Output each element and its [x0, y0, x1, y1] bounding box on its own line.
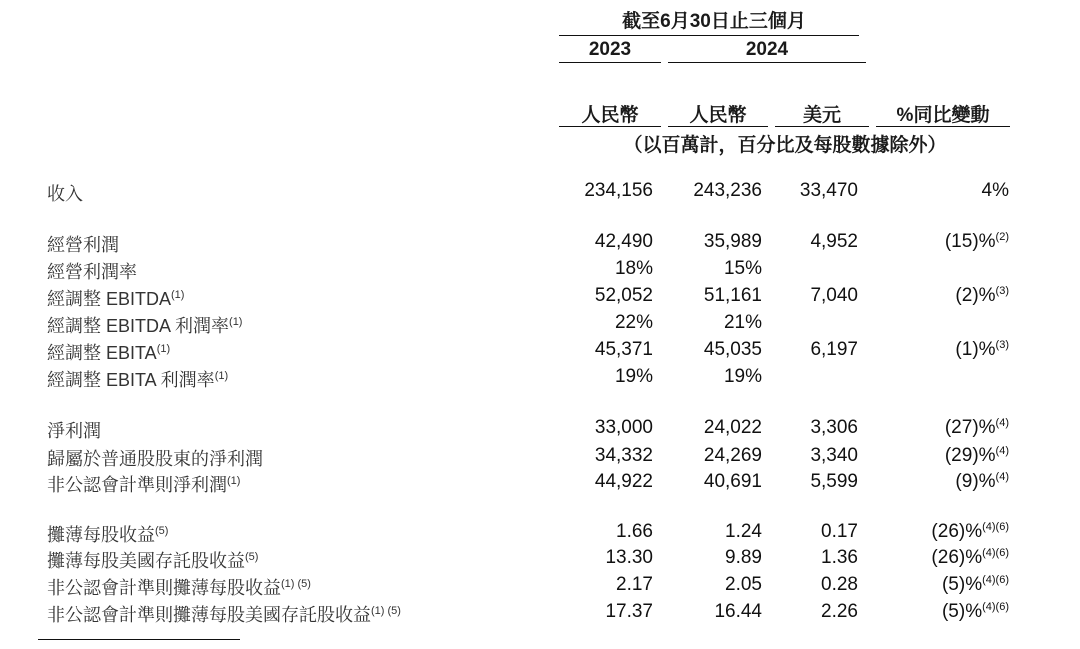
row-label: 經調整 EBITDA 利潤率$^{(1)}$ — [47, 316, 243, 336]
cell-usd: 0.28 — [821, 574, 858, 595]
cell-yoy: (29)%$^{(4)}$ — [944, 445, 1009, 466]
cell-rmb-2023: 13.30 — [605, 547, 653, 568]
col-yoy-rule — [876, 126, 1010, 127]
cell-rmb-2023: 45,371 — [594, 339, 653, 360]
col-usd-rule — [775, 126, 869, 127]
year-2023-header: 2023 — [588, 39, 632, 60]
cell-rmb-2023: 44,922 — [594, 471, 653, 492]
cell-rmb-2023: 19% — [614, 366, 653, 387]
cell-yoy: (2)%$^{(3)}$ — [955, 285, 1009, 306]
cell-rmb-2023: 1.66 — [616, 521, 653, 542]
col-rmb-2024-rule — [668, 126, 768, 127]
cell-usd: 2.26 — [821, 601, 858, 622]
cell-rmb-2024: 45,035 — [703, 339, 762, 360]
row-label: 攤薄每股收益$^{(5)}$ — [47, 525, 169, 545]
cell-rmb-2023: 52,052 — [594, 285, 653, 306]
cell-rmb-2024: 1.24 — [725, 521, 762, 542]
cell-rmb-2024: 24,022 — [703, 417, 762, 438]
cell-rmb-2023: 17.37 — [605, 601, 653, 622]
cell-rmb-2023: 42,490 — [594, 231, 653, 252]
row-label: 歸屬於普通股股東的淨利潤 — [47, 449, 263, 469]
cell-yoy: (5)%$^{(4)(6)}$ — [941, 574, 1009, 595]
cell-rmb-2024: 243,236 — [693, 180, 762, 201]
cell-usd: 4,952 — [810, 231, 858, 252]
cell-usd: 3,306 — [810, 417, 858, 438]
year-2024-rule — [668, 62, 866, 63]
cell-rmb-2024: 16.44 — [714, 601, 762, 622]
cell-yoy: (26)%$^{(4)(6)}$ — [931, 547, 1009, 568]
units-note: （以百萬計，百分比及每股數據除外） — [623, 135, 947, 156]
cell-yoy: (15)%$^{(2)}$ — [944, 231, 1009, 252]
row-label: 經營利潤 — [47, 235, 119, 255]
cell-rmb-2024: 51,161 — [703, 285, 762, 306]
cell-rmb-2024: 19% — [723, 366, 762, 387]
year-2024-header: 2024 — [745, 39, 789, 60]
cell-rmb-2024: 40,691 — [703, 471, 762, 492]
cell-usd: 7,040 — [810, 285, 858, 306]
cell-yoy: (26)%$^{(4)(6)}$ — [931, 521, 1009, 542]
cell-rmb-2023: 18% — [614, 258, 653, 279]
cell-rmb-2023: 2.17 — [616, 574, 653, 595]
cell-usd: 1.36 — [821, 547, 858, 568]
year-2023-rule — [559, 62, 661, 63]
cell-yoy: (27)%$^{(4)}$ — [944, 417, 1009, 438]
cell-usd: 3,340 — [810, 445, 858, 466]
period-header: 截至6月30日止三個月 — [622, 11, 806, 32]
cell-yoy: 4% — [981, 180, 1009, 201]
col-usd-header: 美元 — [802, 105, 841, 126]
col-rmb-2024-header: 人民幣 — [689, 105, 747, 126]
row-label: 非公認會計準則攤薄每股收益$^{(1) (5)}$ — [47, 578, 311, 598]
cell-usd: 0.17 — [821, 521, 858, 542]
cell-usd: 5,599 — [810, 471, 858, 492]
cell-usd: 33,470 — [799, 180, 858, 201]
row-label: 收入 — [47, 184, 83, 204]
row-label: 經營利潤率 — [47, 262, 137, 282]
cell-usd: 6,197 — [810, 339, 858, 360]
period-rule — [559, 35, 859, 36]
cell-rmb-2024: 9.89 — [725, 547, 762, 568]
row-label: 經調整 EBITDA$^{(1)}$ — [47, 289, 185, 309]
cell-yoy: (1)%$^{(3)}$ — [955, 339, 1009, 360]
cell-rmb-2024: 2.05 — [725, 574, 762, 595]
cell-yoy: (5)%$^{(4)(6)}$ — [941, 601, 1009, 622]
row-label: 攤薄每股美國存託股收益$^{(5)}$ — [47, 551, 259, 571]
row-label: 經調整 EBITA 利潤率$^{(1)}$ — [47, 370, 229, 390]
row-label: 非公認會計準則淨利潤$^{(1)}$ — [47, 475, 241, 495]
cell-rmb-2023: 22% — [614, 312, 653, 333]
cell-rmb-2024: 21% — [723, 312, 762, 333]
col-rmb-2023-rule — [559, 126, 661, 127]
row-label: 經調整 EBITA$^{(1)}$ — [47, 343, 171, 363]
col-yoy-header: %同比變動 — [896, 105, 990, 126]
col-rmb-2023-header: 人民幣 — [581, 105, 639, 126]
footnote-separator — [38, 639, 240, 640]
row-label: 淨利潤 — [47, 421, 101, 441]
cell-rmb-2024: 35,989 — [703, 231, 762, 252]
cell-rmb-2023: 34,332 — [594, 445, 653, 466]
cell-rmb-2023: 234,156 — [584, 180, 653, 201]
row-label: 非公認會計準則攤薄每股美國存託股收益$^{(1) (5)}$ — [47, 605, 401, 625]
cell-yoy: (9)%$^{(4)}$ — [955, 471, 1009, 492]
cell-rmb-2024: 24,269 — [703, 445, 762, 466]
cell-rmb-2023: 33,000 — [594, 417, 653, 438]
cell-rmb-2024: 15% — [723, 258, 762, 279]
